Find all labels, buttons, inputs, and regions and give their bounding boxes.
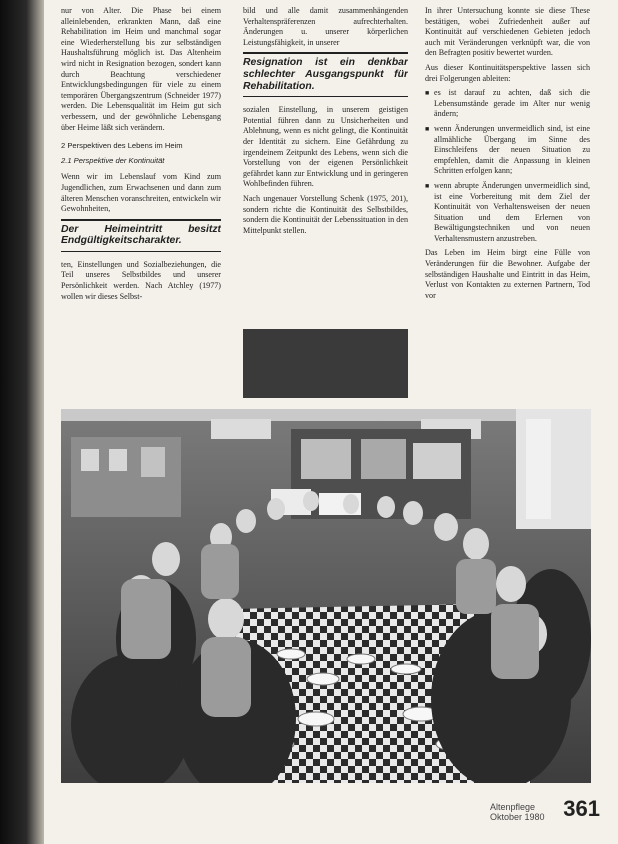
issue-date: Oktober 1980: [490, 812, 545, 822]
journal-title: Altenpflege: [490, 802, 536, 812]
group-photo: [61, 409, 591, 783]
small-photo: [243, 329, 408, 398]
bullet-item: ■ es ist darauf zu achten, daß sich die Lebensumstände gerade im Alter nur wenig ändern;: [425, 88, 590, 120]
paragraph: Nach ungenauer Vorstellung Schenk (1975, 201), sondern richte die Kontinuität des Selbstbildes, sondern die Kontinuität der Lebenssituation in den Mittelpunkt stellen.: [243, 193, 408, 235]
page-number: 361: [563, 796, 600, 821]
paragraph: bild und alle damit zusammenhängenden Verhaltenspräferenzen aufrechterhalten. Änderungen u. unserer körperlichen Leistungsfähigkeit, in unserer: [243, 6, 408, 47]
bullet-item: ■ wenn abrupte Änderungen unvermeidlich sind, ist eine Vorbereitung mit dem Ziel der Kontinuität von Verhaltensweisen der neuen Situation und dem Erlernen von Bewältigungstechniken und von neuen Verhaltensmustern anzustreben.: [425, 181, 590, 245]
pull-quote: Resignation ist ein denkbar schlechter Ausgangspunkt für Rehabilitation.: [243, 52, 408, 97]
binding-shadow: [0, 0, 44, 844]
text-column-1: [61, 6, 221, 404]
bullet-item: ■ wenn Änderungen unvermeidlich sind, ist eine allmähliche Übergang im Sinne des Einschleifens der neuen Situation zu empfehlen, damit die Anpassung in kleinen Schritten erfolgen kann;: [425, 124, 590, 177]
paragraph: ten, Einstellungen und Sozialbeziehungen, die Teil unseres Selbstbildes und unserer Persönlichkeit werden. Nach Atchley (1977) wollen wir dieses Selbst-: [61, 259, 221, 301]
text-column-3: [425, 6, 590, 404]
paragraph: Wenn wir im Lebenslauf vom Kind zum Jugendlichen, zum Erwachsenen und dann zum älteren Menschen voranschreiten, entwickeln wir Gewohnheiten,: [61, 172, 221, 214]
paragraph: In ihrer Untersuchung konnte sie diese These bestätigen, wobei Zufriedenheit außer auf Kontinuität auf verschiedenen Gebieten jedoch auch mit Veränderungen verknüpft war, die von den Befragten positiv bewertet wurden.: [425, 6, 590, 58]
pull-quote: Der Heimeintritt besitzt Endgültigkeitscharakter.: [61, 219, 221, 252]
paragraph: nur von Alter. Die Phase bei einem alleinlebenden, erkrankten Mann, daß eine Rehabilitation im Heim und manchmal sogar eine Wiederherstellung bis zur selbständigen Haushaltsführung möglich ist. Das Altenheim wird nicht in Resignation bezogen, sondert kann durch Beachtung verschiedener Entwicklungsbedingungen für viele zu einem temporären Übergangszentrum (Schneider 1977) werden. Die Lebensqualität im Heim gut sich verbessern, und der gewöhnliche Lebensgang über Heime läßt sich verändern.: [61, 6, 221, 132]
page-footer: [490, 796, 600, 836]
section-heading: 2 Perspektiven des Lebens im Heim: [61, 141, 183, 151]
paragraph: Aus dieser Kontinuitätsperspektive lassen sich drei Folgerungen ableiten:: [425, 62, 590, 83]
journal-name: [490, 802, 545, 822]
paragraph: sozialen Einstellung, in unserem geistigen Potential führen dann zu Unsicherheiten und Ablehnung, wenn es nicht gelingt, die Kontinuität der Identität zu sichern. Eine Gefährdung zu irgendeinem Zeitpunkt des Lebens, wenn sich die Vorstellung von der eigenen Persönlichkeit gefährdet kann zur Entwicklung und in geringeren Wohlbefinden führen.: [243, 105, 408, 189]
subsection-heading: 2.1 Perspektive der Kontinuität: [61, 155, 165, 165]
paragraph: Das Leben im Heim birgt eine Fülle von Veränderungen für die Bewohner. Aufgabe der selbständigen Haushalte und Eintritt in das Heim, Verlust von Kontakten zu externen Partnern, Tod vor: [425, 248, 590, 300]
group-photo-illustration: [61, 409, 591, 783]
